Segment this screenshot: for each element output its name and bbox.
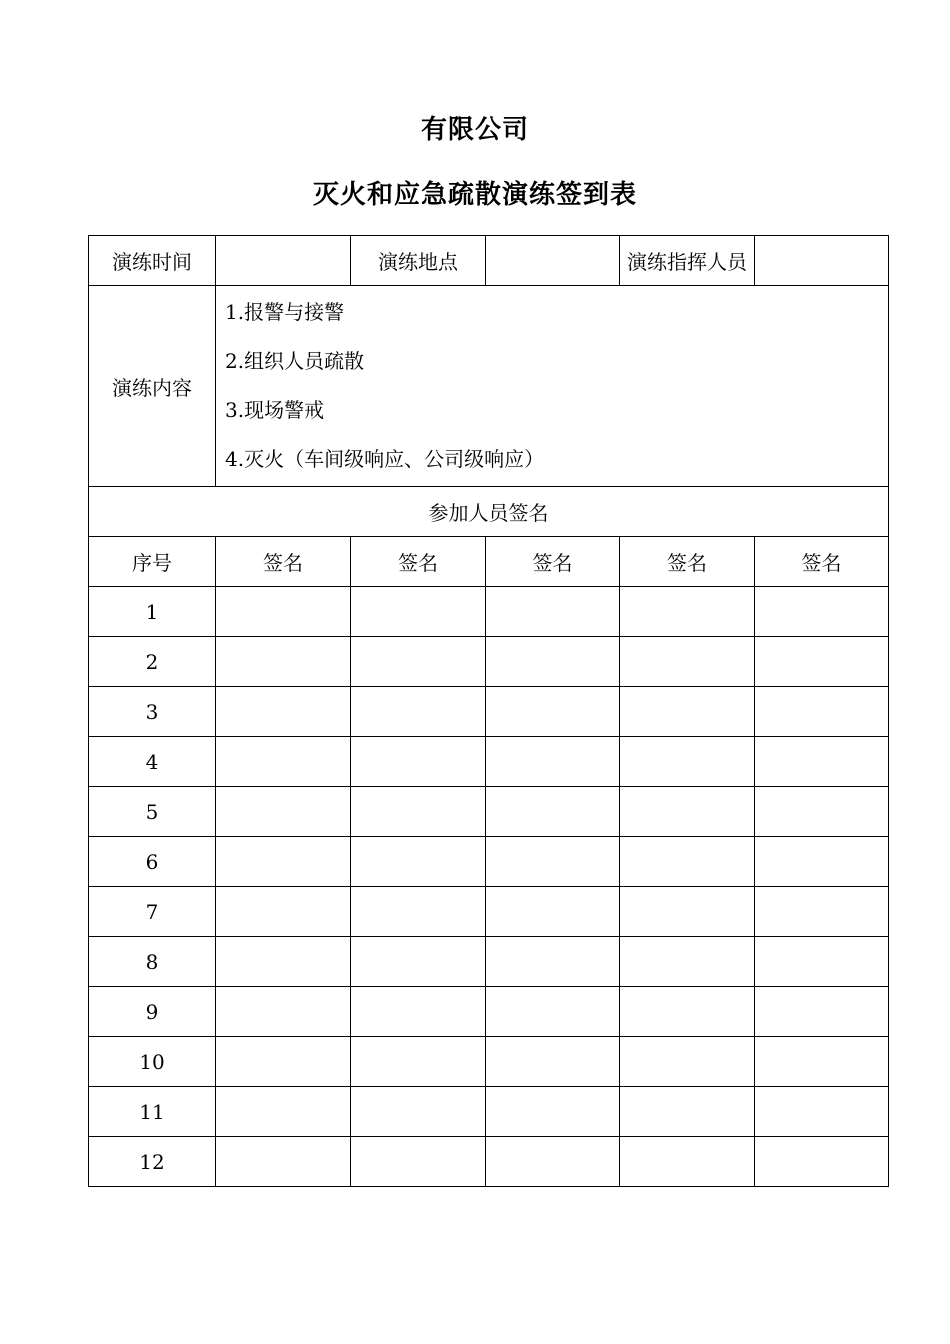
signature-cell[interactable] [216, 587, 351, 637]
signature-cell[interactable] [755, 937, 889, 987]
signature-cell[interactable] [351, 737, 486, 787]
signature-cell[interactable] [620, 987, 755, 1037]
table-row [89, 1137, 889, 1187]
column-header-signature: 签名 [486, 537, 620, 587]
info-row [89, 236, 889, 286]
table-row [89, 1037, 889, 1087]
signature-cell[interactable] [216, 787, 351, 837]
drill-location-field[interactable] [486, 236, 620, 286]
signature-cell[interactable] [755, 587, 889, 637]
signature-cell[interactable] [351, 887, 486, 937]
drill-signin-table [88, 235, 889, 1187]
content-item-firefighting: 4.灭火（车间级响应、公司级响应） [225, 447, 545, 471]
table-row [89, 637, 889, 687]
drill-content-label: 演练内容 [89, 286, 216, 487]
row-number: 9 [89, 987, 216, 1037]
signature-cell[interactable] [620, 637, 755, 687]
signature-cell[interactable] [486, 887, 620, 937]
column-header-signature: 签名 [351, 537, 486, 587]
signature-cell[interactable] [620, 837, 755, 887]
signature-cell[interactable] [351, 1137, 486, 1187]
signature-cell[interactable] [620, 1037, 755, 1087]
signature-cell[interactable] [216, 1037, 351, 1087]
row-number: 11 [89, 1087, 216, 1137]
signature-cell[interactable] [755, 1087, 889, 1137]
table-row [89, 587, 889, 637]
row-number: 10 [89, 1037, 216, 1087]
table-row [89, 887, 889, 937]
signature-cell[interactable] [486, 1137, 620, 1187]
signature-cell[interactable] [755, 637, 889, 687]
signature-cell[interactable] [351, 1037, 486, 1087]
signature-cell[interactable] [351, 587, 486, 637]
table-row [89, 687, 889, 737]
column-header-signature: 签名 [620, 537, 755, 587]
column-header-signature: 签名 [216, 537, 351, 587]
signature-cell[interactable] [486, 837, 620, 887]
participants-section-title: 参加人员签名 [89, 487, 889, 537]
drill-time-field[interactable] [216, 236, 351, 286]
signature-cell[interactable] [351, 637, 486, 687]
content-row [89, 286, 889, 487]
column-header-number: 序号 [89, 537, 216, 587]
drill-location-label: 演练地点 [351, 236, 486, 286]
page-title: 灭火和应急疏散演练签到表 [312, 180, 637, 210]
content-item-evacuation: 2.组织人员疏散 [225, 349, 365, 373]
table-row [89, 737, 889, 787]
column-header-signature: 签名 [755, 537, 889, 587]
signature-cell[interactable] [620, 887, 755, 937]
signature-cell[interactable] [486, 587, 620, 637]
signature-cell[interactable] [620, 687, 755, 737]
drill-content-list [216, 286, 889, 487]
signature-cell[interactable] [755, 687, 889, 737]
signature-cell[interactable] [620, 1137, 755, 1187]
row-number: 1 [89, 587, 216, 637]
drill-commander-label: 演练指挥人员 [620, 236, 755, 286]
signature-cell[interactable] [486, 637, 620, 687]
content-item-cordon: 3.现场警戒 [225, 398, 325, 422]
row-number: 12 [89, 1137, 216, 1187]
table-body [89, 236, 889, 1187]
signature-cell[interactable] [216, 937, 351, 987]
signature-cell[interactable] [755, 1137, 889, 1187]
signature-cell[interactable] [755, 787, 889, 837]
signature-cell[interactable] [351, 837, 486, 887]
table-row [89, 787, 889, 837]
signature-cell[interactable] [620, 737, 755, 787]
row-number: 7 [89, 887, 216, 937]
section-title-row [89, 487, 889, 537]
content-item-alarm: 1.报警与接警 [225, 300, 345, 324]
signature-cell[interactable] [216, 987, 351, 1037]
signature-cell[interactable] [486, 1037, 620, 1087]
drill-commander-field[interactable] [755, 236, 889, 286]
table-row [89, 937, 889, 987]
signature-cell[interactable] [755, 1037, 889, 1087]
signature-cell[interactable] [351, 987, 486, 1037]
signature-cell[interactable] [351, 787, 486, 837]
signature-cell[interactable] [486, 1087, 620, 1137]
signature-cell[interactable] [620, 587, 755, 637]
row-number: 6 [89, 837, 216, 887]
signature-cell[interactable] [216, 737, 351, 787]
signature-cell[interactable] [216, 637, 351, 687]
signature-cell[interactable] [755, 837, 889, 887]
signature-cell[interactable] [755, 987, 889, 1037]
signature-cell[interactable] [216, 687, 351, 737]
signin-header-row [89, 537, 889, 587]
signature-cell[interactable] [755, 737, 889, 787]
signature-cell[interactable] [486, 687, 620, 737]
signature-cell[interactable] [755, 887, 889, 937]
drill-time-label: 演练时间 [89, 236, 216, 286]
company-name: 有限公司 [420, 115, 529, 145]
signature-cell[interactable] [620, 937, 755, 987]
signature-cell[interactable] [216, 1137, 351, 1187]
row-number: 3 [89, 687, 216, 737]
signature-cell[interactable] [486, 987, 620, 1037]
row-number: 4 [89, 737, 216, 787]
signature-cell[interactable] [351, 1087, 486, 1137]
signature-cell[interactable] [351, 937, 486, 987]
table-row [89, 1087, 889, 1137]
row-number: 2 [89, 637, 216, 687]
table-row [89, 837, 889, 887]
table-row [89, 987, 889, 1037]
signature-cell[interactable] [620, 1087, 755, 1137]
signature-cell[interactable] [620, 787, 755, 837]
signature-cell[interactable] [216, 1087, 351, 1137]
signature-cell[interactable] [486, 737, 620, 787]
row-number: 8 [89, 937, 216, 987]
row-number: 5 [89, 787, 216, 837]
signature-cell[interactable] [486, 937, 620, 987]
signature-cell[interactable] [216, 887, 351, 937]
signature-cell[interactable] [351, 687, 486, 737]
signature-cell[interactable] [216, 837, 351, 887]
signature-cell[interactable] [486, 787, 620, 837]
